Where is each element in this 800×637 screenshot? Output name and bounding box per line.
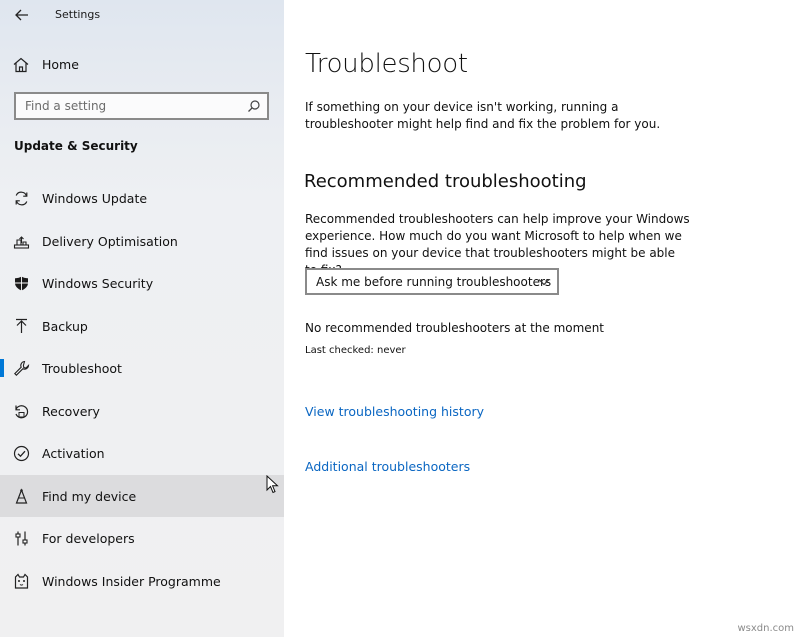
- search-icon[interactable]: [247, 99, 261, 113]
- sidebar-item-label: Find my device: [42, 488, 137, 504]
- sidebar-item-label: For developers: [42, 531, 135, 546]
- mouse-cursor-icon: [266, 475, 280, 495]
- status-text: No recommended troubleshooters at the moment: [305, 321, 605, 335]
- delivery-optimisation-icon: [13, 233, 30, 250]
- developer-sliders-icon: [13, 530, 30, 547]
- sidebar-nav: [0, 177, 284, 602]
- sidebar-item-activation[interactable]: [0, 432, 284, 475]
- sidebar-item-label: Windows Insider Programme: [42, 573, 221, 589]
- sidebar-item-label: Troubleshoot: [42, 361, 122, 376]
- sidebar-item-delivery-optimisation[interactable]: [0, 220, 284, 263]
- activation-check-icon: [13, 445, 30, 462]
- additional-troubleshooters-link[interactable]: Additional troubleshooters: [305, 459, 471, 474]
- page-title: Troubleshoot: [305, 49, 468, 79]
- sidebar-item-label: Activation: [42, 446, 105, 461]
- recommended-heading: Recommended troubleshooting: [304, 171, 587, 192]
- sidebar: [0, 0, 284, 637]
- sidebar-item-troubleshoot[interactable]: [0, 347, 284, 390]
- sidebar-item-label: Delivery Optimisation: [42, 233, 178, 249]
- back-button[interactable]: [10, 4, 34, 26]
- sidebar-item-label: Backup: [42, 318, 88, 334]
- home-icon: [12, 56, 30, 74]
- main-content: [305, 0, 795, 637]
- recovery-icon: [13, 403, 30, 420]
- app-title: Settings: [55, 8, 101, 21]
- selected-indicator: [0, 359, 4, 377]
- find-device-icon: [13, 488, 30, 505]
- section-title: Update & Security: [14, 139, 138, 153]
- intro-text: If something on your device isn't working, running a troubleshooter might help find and fix the problem for you.: [305, 100, 661, 131]
- recommended-description: Recommended troubleshooters can help improve your Windows experience. How much do you want Microsoft to help when we find issues on your device that troubleshooters might be able: [305, 212, 690, 260]
- sidebar-item-recovery[interactable]: [0, 390, 284, 433]
- sidebar-item-windows-update[interactable]: [0, 177, 284, 220]
- refresh-icon: [13, 190, 30, 207]
- dropdown-value: Ask me before running troubleshooters: [316, 275, 552, 289]
- chevron-down-icon: [537, 275, 551, 289]
- shield-icon: [13, 275, 30, 292]
- sidebar-item-label: Windows Update: [42, 191, 148, 206]
- sidebar-item-label: Recovery: [42, 403, 100, 419]
- title-bar: [0, 0, 284, 30]
- sidebar-item-for-developers[interactable]: [0, 517, 284, 560]
- last-checked-text: Last checked: never: [305, 345, 406, 356]
- search-placeholder: Find a setting: [25, 99, 107, 113]
- home-nav-item[interactable]: [0, 48, 284, 82]
- insider-cat-icon: [13, 573, 30, 590]
- sidebar-item-label: Windows Security: [42, 276, 154, 291]
- back-arrow-icon: [15, 9, 29, 21]
- wrench-icon: [13, 360, 30, 377]
- search-input[interactable]: [14, 92, 269, 120]
- sidebar-item-windows-security[interactable]: [0, 262, 284, 305]
- view-history-link[interactable]: View troubleshooting history: [305, 404, 484, 419]
- sidebar-item-find-my-device[interactable]: [0, 475, 284, 518]
- troubleshoot-preference-dropdown[interactable]: [305, 268, 559, 295]
- home-label: Home: [42, 57, 79, 72]
- backup-arrow-icon: [13, 318, 30, 335]
- watermark: wsxdn.com: [737, 623, 794, 634]
- sidebar-item-backup[interactable]: [0, 305, 284, 348]
- sidebar-item-windows-insider-programme[interactable]: [0, 560, 284, 603]
